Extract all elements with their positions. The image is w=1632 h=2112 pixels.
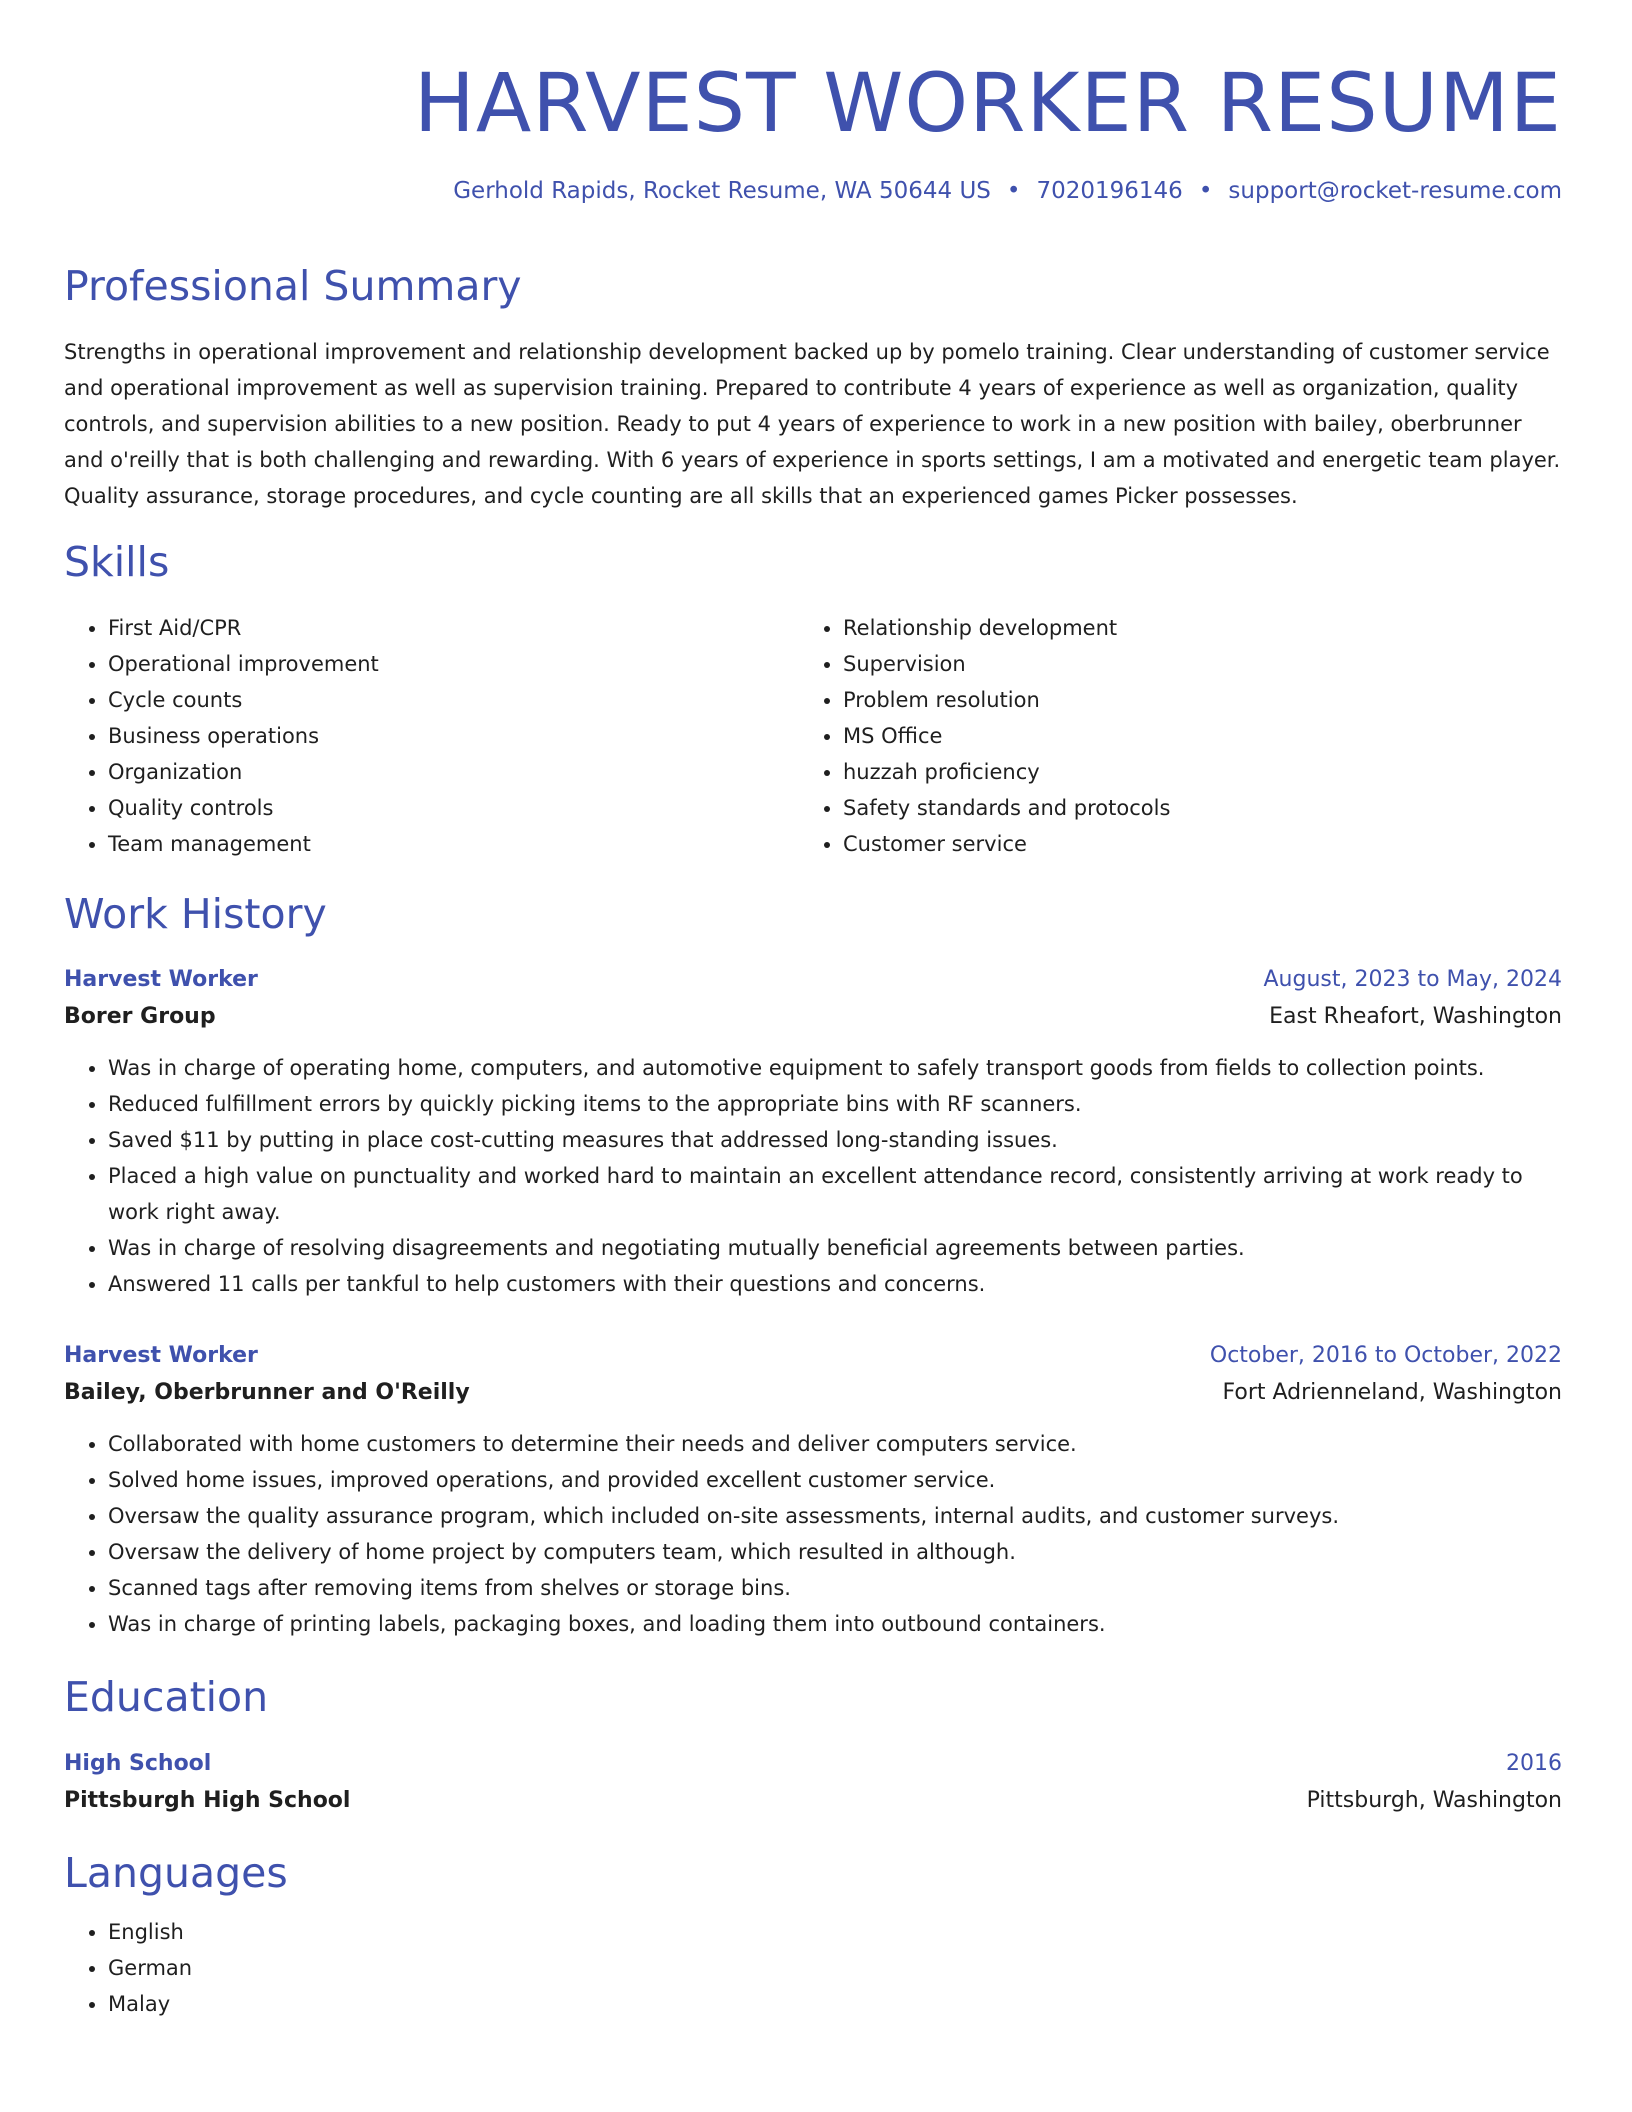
- skill-item: • Customer service: [843, 826, 1499, 862]
- language-item: • English: [108, 1914, 1562, 1950]
- job-bullets: [64, 1050, 1562, 1302]
- skill-item: • MS Office: [843, 718, 1499, 754]
- contact-separator: •: [1198, 178, 1213, 204]
- language-item: • Malay: [108, 1986, 1562, 2022]
- job-bullet: • Was in charge of operating home, computers, and automotive equipment to safely transport goods from fields to collection points.: [108, 1050, 1562, 1086]
- language-item: • German: [108, 1950, 1562, 1986]
- education-school: Pittsburgh High School: [64, 1788, 351, 1813]
- skill-item: • Relationship development: [843, 610, 1499, 646]
- contact-separator: •: [1006, 178, 1021, 204]
- job-bullet: • Answered 11 calls per tankful to help customers with their questions and concerns.: [108, 1266, 1562, 1302]
- job-title: Harvest Worker: [64, 1343, 258, 1368]
- education-degree: High School: [64, 1751, 212, 1776]
- skill-item: • Business operations: [108, 718, 764, 754]
- skill-item: • Team management: [108, 826, 764, 862]
- job-entry: [64, 962, 1562, 1302]
- work-history-heading: Work History: [64, 890, 327, 938]
- job-bullet: • Saved $11 by putting in place cost-cutting measures that addressed long-standing issues.: [108, 1122, 1562, 1158]
- job-dates: August, 2023 to May, 2024: [1263, 967, 1562, 992]
- skill-item: • Operational improvement: [108, 646, 764, 682]
- job-dates: October, 2016 to October, 2022: [1209, 1343, 1562, 1368]
- summary-heading: Professional Summary: [64, 262, 522, 310]
- job-location: East Rheafort, Washington: [1269, 1004, 1562, 1029]
- skill-item: • huzzah proficiency: [843, 754, 1499, 790]
- skill-item: • Quality controls: [108, 790, 764, 826]
- contact-address: Gerhold Rapids, Rocket Resume, WA 50644 US: [453, 178, 991, 204]
- education-entry: [64, 1746, 1562, 1820]
- contact-line: [453, 176, 1562, 206]
- job-bullet: • Collaborated with home customers to determine their needs and deliver computers service.: [108, 1426, 1562, 1462]
- job-bullet: • Placed a high value on punctuality and worked hard to maintain an excellent attendance record, consistently arriving at work ready to work right away.: [108, 1158, 1562, 1230]
- job-bullets: [64, 1426, 1562, 1642]
- skill-item: • Safety standards and protocols: [843, 790, 1499, 826]
- job-bullet: • Was in charge of resolving disagreements and negotiating mutually beneficial agreements between parties.: [108, 1230, 1562, 1266]
- languages-list: [64, 1914, 1562, 2022]
- education-location: Pittsburgh, Washington: [1306, 1788, 1562, 1813]
- skills-column-left: [64, 610, 764, 862]
- languages-heading: Languages: [64, 1849, 288, 1897]
- contact-email: support@rocket-resume.com: [1228, 178, 1562, 204]
- education-heading: Education: [64, 1673, 269, 1721]
- skill-item: • Cycle counts: [108, 682, 764, 718]
- resume-page: [64, 0, 1562, 2016]
- skill-item: • Supervision: [843, 646, 1499, 682]
- languages-block: [64, 1914, 1562, 2022]
- job-bullet: • Oversaw the delivery of home project by computers team, which resulted in although.: [108, 1534, 1562, 1570]
- job-bullet: • Scanned tags after removing items from shelves or storage bins.: [108, 1570, 1562, 1606]
- job-bullet: • Oversaw the quality assurance program, which included on-site assessments, internal audits, and customer surveys.: [108, 1498, 1562, 1534]
- job-bullet: • Solved home issues, improved operations, and provided excellent customer service.: [108, 1462, 1562, 1498]
- job-bullet: • Reduced fulfillment errors by quickly picking items to the appropriate bins with RF scanners.: [108, 1086, 1562, 1122]
- skills-list-right: [799, 610, 1499, 862]
- skills-list-left: [64, 610, 764, 862]
- job-location: Fort Adrienneland, Washington: [1222, 1380, 1562, 1405]
- job-employer: Bailey, Oberbrunner and O'Reilly: [64, 1380, 470, 1405]
- job-title: Harvest Worker: [64, 967, 258, 992]
- education-year: 2016: [1506, 1751, 1562, 1776]
- skills-column-right: [799, 610, 1499, 862]
- job-entry: [64, 1338, 1562, 1642]
- skill-item: • Problem resolution: [843, 682, 1499, 718]
- resume-title: HARVEST WORKER RESUME: [413, 57, 1562, 151]
- job-employer: Borer Group: [64, 1004, 216, 1029]
- summary-text: Strengths in operational improvement and relationship development backed up by pomelo training. Clear understanding of customer service and operational improvement as well as supervision training. Prepared to contribute 4 years of experience as well as organization, quality controls, and supervision abilities to a new position. Ready to put 4 years of experience to work in a new position with bailey, oberbrunner and o'reilly that is both challenging and rewarding. With 6 years of experience in sports settings, I am a motivated and energetic team player. Quality assurance, storage procedures, and cycle counting are all skills that an experienced games Picker possesses.: [64, 340, 1561, 508]
- contact-phone: 7020196146: [1036, 178, 1183, 204]
- skills-heading: Skills: [64, 538, 170, 586]
- job-bullet: • Was in charge of printing labels, packaging boxes, and loading them into outbound containers.: [108, 1606, 1562, 1642]
- skill-item: • Organization: [108, 754, 764, 790]
- skill-item: • First Aid/CPR: [108, 610, 764, 646]
